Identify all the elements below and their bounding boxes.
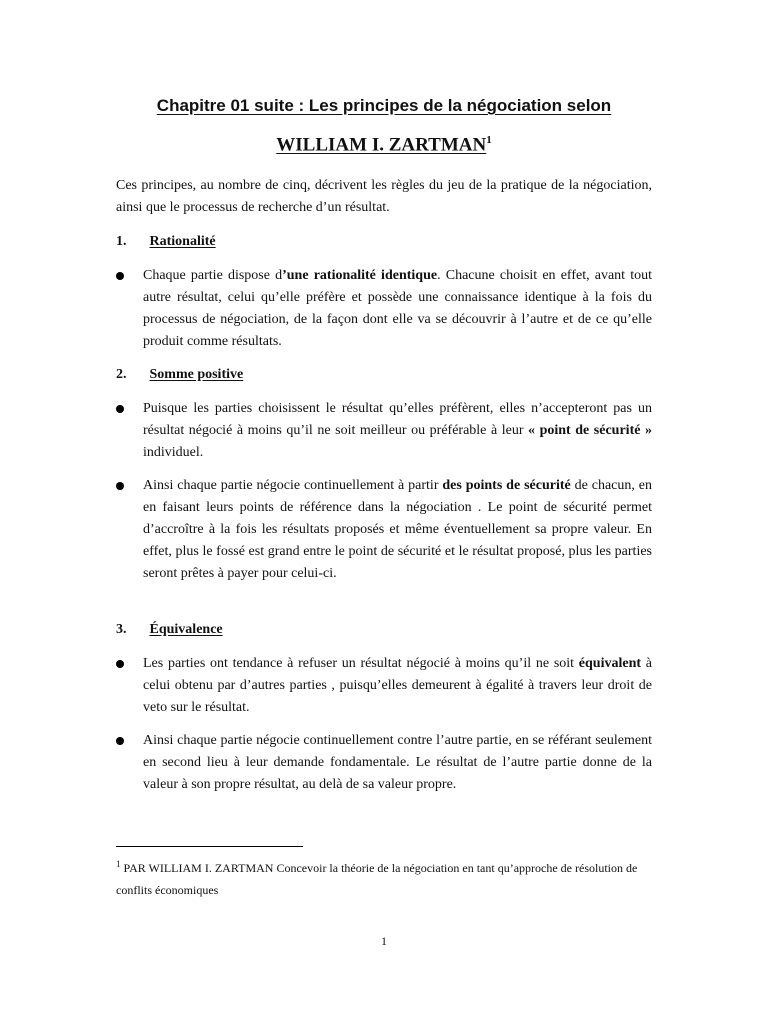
section-label: Rationalité: [149, 234, 216, 249]
bullet-text: Chaque partie dispose d’une rationalité identique. Chacune choisit en effet, avant tout autre résultat, celui qu’elle préfère et possède une connaissance identique à la fois du processus de négociation, de la façon dont elle va se découvrir à l’autre et de ce qu’elle produit comme résultats.: [143, 268, 652, 349]
bullet-dot-icon: [116, 405, 124, 413]
bullet-text: Les parties ont tendance à refuser un résultat négocié à moins qu’il ne soit équivalent à celui obtenu par d’autres parties , puisqu’elles demeurent à égalité à travers leur droit de veto sur le résultat.: [143, 656, 652, 715]
author-name: WILLIAM I. ZARTMAN: [276, 134, 487, 156]
chapter-title-text: Chapitre 01 suite : Les principes de la négociation selon: [156, 96, 612, 115]
bullet-item: [116, 265, 652, 353]
footnote-number: 1: [116, 859, 121, 869]
bullet-text: Ainsi chaque partie négocie continuellement contre l’autre partie, en se référant seulement en second lieu à leur demande fondamentale. Le résultat de l’autre partie donne de la valeur à son propre résultat, au delà de sa valeur propre.: [143, 733, 652, 792]
intro-paragraph: Ces principes, au nombre de cinq, décrivent les règles du jeu de la pratique de la négociation, ainsi que le processus de recherche d’un résultat.: [116, 178, 652, 215]
bullet-text: Puisque les parties choisissent le résultat qu’elles préfèrent, elles n’accepteront pas un résultat négocié à moins qu’il ne soit meilleur ou préférable à leur « point de sécurité » individuel.: [143, 401, 652, 460]
footnote-reference[interactable]: 1: [486, 134, 492, 146]
bullet-item: [116, 475, 652, 585]
bullet-item: [116, 398, 652, 464]
author-title: [0, 134, 768, 156]
section-number: 1.: [116, 234, 127, 249]
footnote-divider: [116, 846, 303, 847]
section-heading-3: [116, 622, 223, 638]
section-label: Somme positive: [149, 367, 244, 382]
bullet-dot-icon: [116, 482, 124, 490]
bullet-text: Ainsi chaque partie négocie continuellement à partir des points de sécurité de chacun, en en faisant leurs points de référence dans la négociation . Le point de sécurité permet d’accroître à la fois les résultats proposés et même éventuellement sa propre valeur. En effet, plus le fossé est grand entre le point de sécurité et le résultat proposé, plus les parties seront prêtes à payer pour celui-ci.: [143, 478, 652, 581]
section-label: Équivalence: [149, 622, 223, 637]
footnote: [116, 853, 652, 901]
chapter-title: [0, 96, 768, 116]
bullet-dot-icon: [116, 272, 124, 280]
section-number: 2.: [116, 367, 127, 382]
section-heading-2: [116, 367, 243, 383]
page-number: 1: [381, 934, 387, 948]
bullet-dot-icon: [116, 737, 124, 745]
footnote-text: PAR WILLIAM I. ZARTMAN Concevoir la théorie de la négociation en tant qu’approche de résolution de conflits économiques: [116, 861, 638, 897]
bullet-item: [116, 653, 652, 719]
bullet-dot-icon: [116, 660, 124, 668]
section-heading-1: [116, 234, 216, 250]
bullet-item: [116, 730, 652, 796]
section-number: 3.: [116, 622, 127, 637]
